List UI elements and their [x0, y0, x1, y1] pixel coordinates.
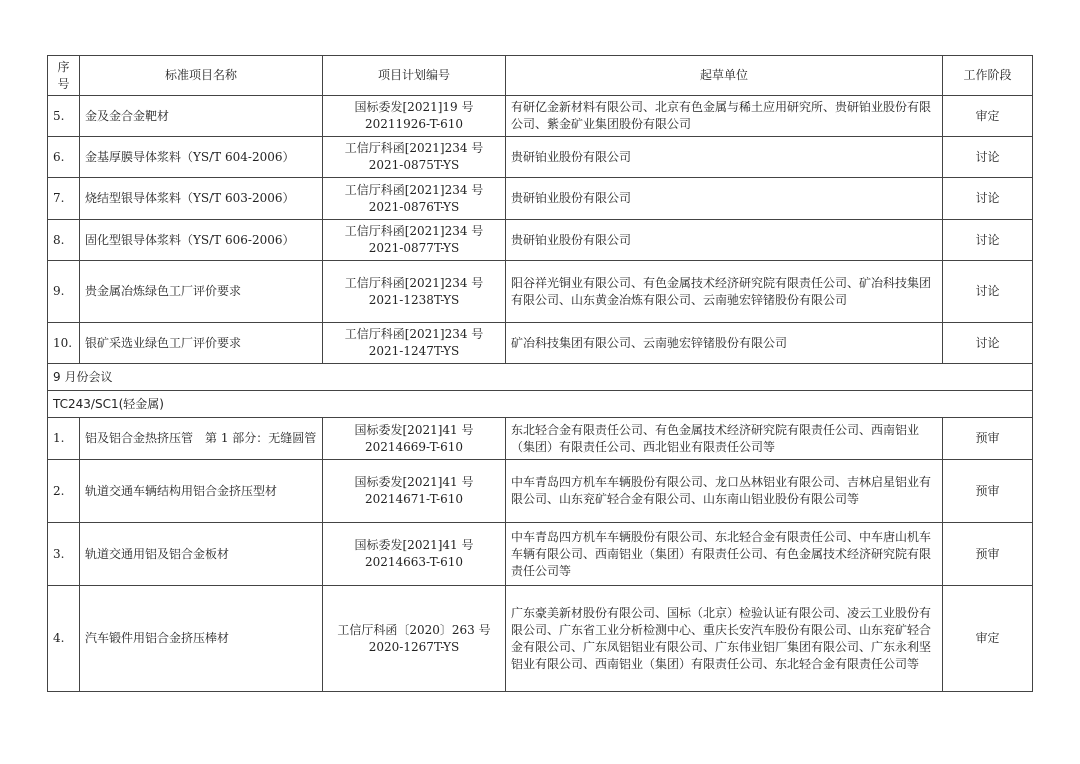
row-plan — [323, 261, 506, 323]
row-plan — [323, 220, 506, 261]
row-stage: 讨论 — [943, 323, 1033, 364]
row-stage: 讨论 — [943, 220, 1033, 261]
row-no: 8. — [48, 220, 80, 261]
row-plan — [323, 523, 506, 586]
table-row — [48, 523, 1033, 586]
plan-line2: 2020-1267T-YS — [368, 639, 460, 654]
row-name: 贵金属冶炼绿色工厂评价要求 — [80, 261, 323, 323]
row-plan — [323, 586, 506, 692]
row-stage: 讨论 — [943, 261, 1033, 323]
header-name: 标准项目名称 — [80, 56, 323, 96]
row-name: 金及金合金靶材 — [80, 96, 323, 137]
row-name: 汽车锻件用铝合金挤压棒材 — [80, 586, 323, 692]
row-plan — [323, 178, 506, 220]
table-row — [48, 178, 1033, 220]
row-drafter: 中车青岛四方机车车辆股份有限公司、龙口丛林铝业有限公司、吉林启星铝业有限公司、山东兖矿轻合金有限公司、山东南山铝业股份有限公司等 — [506, 460, 943, 523]
row-drafter: 阳谷祥光铜业有限公司、有色金属技术经济研究院有限责任公司、矿冶科技集团有限公司、山东黄金冶炼有限公司、云南驰宏锌锗股份有限公司 — [506, 261, 943, 323]
standards-table — [47, 55, 1033, 692]
table-row — [48, 586, 1033, 692]
row-name: 金基厚膜导体浆料（YS/T 604-2006） — [80, 137, 323, 178]
row-drafter: 贵研铂业股份有限公司 — [506, 137, 943, 178]
plan-line1: 国标委发[2021]41 号 — [354, 475, 474, 489]
row-stage: 预审 — [943, 418, 1033, 460]
row-drafter: 中车青岛四方机车车辆股份有限公司、东北轻合金有限责任公司、中车唐山机车车辆有限公司、西南铝业（集团）有限责任公司、有色金属技术经济研究院有限责任公司等 — [506, 523, 943, 586]
table-row — [48, 261, 1033, 323]
table-header-row — [48, 56, 1033, 96]
plan-line1: 工信厅科函[2021]234 号 — [344, 141, 484, 155]
row-no: 7. — [48, 178, 80, 220]
row-plan — [323, 96, 506, 137]
plan-line1: 工信厅科函〔2020〕263 号 — [337, 622, 491, 637]
section-meeting-title: 9 月份会议 — [48, 364, 1033, 391]
header-no: 序 号 — [48, 56, 80, 96]
section-tc-title: TC243/SC1(轻金属) — [48, 391, 1033, 418]
table-row — [48, 323, 1033, 364]
row-stage: 预审 — [943, 460, 1033, 523]
row-no: 6. — [48, 137, 80, 178]
plan-line1: 工信厅科函[2021]234 号 — [344, 275, 484, 290]
row-name: 轨道交通用铝及铝合金板材 — [80, 523, 323, 586]
row-no: 10. — [48, 323, 80, 364]
row-drafter: 有研亿金新材料有限公司、北京有色金属与稀土应用研究所、贵研铂业股份有限公司、紫金矿业集团股份有限公司 — [506, 96, 943, 137]
plan-line1: 国标委发[2021]41 号 — [354, 422, 474, 437]
row-plan — [323, 460, 506, 523]
plan-line1: 国标委发[2021]41 号 — [354, 538, 474, 552]
row-plan — [323, 323, 506, 364]
row-name: 轨道交通车辆结构用铝合金挤压型材 — [80, 460, 323, 523]
row-name: 铝及铝合金热挤压管 第 1 部分：无缝圆管 — [80, 418, 323, 460]
plan-line2: 20214669-T-610 — [364, 439, 464, 454]
plan-line2: 20214671-T-610 — [364, 492, 464, 506]
plan-line2: 20211926-T-610 — [364, 117, 464, 131]
header-plan: 项目计划编号 — [323, 56, 506, 96]
plan-line2: 2021-0876T-YS — [368, 199, 460, 214]
plan-line1: 工信厅科函[2021]234 号 — [344, 182, 484, 197]
row-name: 烧结型银导体浆料（YS/T 603-2006） — [80, 178, 323, 220]
row-no: 3. — [48, 523, 80, 586]
plan-line1: 国标委发[2021]19 号 — [354, 100, 474, 114]
row-plan — [323, 418, 506, 460]
row-drafter: 贵研铂业股份有限公司 — [506, 220, 943, 261]
row-stage: 预审 — [943, 523, 1033, 586]
row-stage: 讨论 — [943, 137, 1033, 178]
table-row — [48, 418, 1033, 460]
row-name: 固化型银导体浆料（YS/T 606-2006） — [80, 220, 323, 261]
table-row — [48, 460, 1033, 523]
section-row-meeting — [48, 364, 1033, 391]
plan-line2: 2021-0877T-YS — [368, 241, 460, 255]
row-drafter: 广东豪美新材股份有限公司、国标（北京）检验认证有限公司、凌云工业股份有限公司、广东省工业分析检测中心、重庆长安汽车股份有限公司、山东兖矿轻合金有限公司、广东凤铝铝业有限公司、广东伟业铝厂集团有限公司、广东永利坚铝业有限公司、西南铝业（集团）有限责任公司、东北轻合金有限责任公司等 — [506, 586, 943, 692]
row-stage: 审定 — [943, 586, 1033, 692]
plan-line1: 工信厅科函[2021]234 号 — [344, 327, 484, 341]
row-drafter: 东北轻合金有限责任公司、有色金属技术经济研究院有限责任公司、西南铝业（集团）有限责任公司、西北铝业有限责任公司等 — [506, 418, 943, 460]
plan-line2: 2021-1247T-YS — [368, 344, 460, 358]
row-drafter: 矿冶科技集团有限公司、云南驰宏锌锗股份有限公司 — [506, 323, 943, 364]
row-plan — [323, 137, 506, 178]
plan-line1: 工信厅科函[2021]234 号 — [344, 224, 484, 238]
row-no: 2. — [48, 460, 80, 523]
row-no: 9. — [48, 261, 80, 323]
row-no: 1. — [48, 418, 80, 460]
row-no: 5. — [48, 96, 80, 137]
row-stage: 讨论 — [943, 178, 1033, 220]
section-row-tc — [48, 391, 1033, 418]
row-no: 4. — [48, 586, 80, 692]
table-row — [48, 220, 1033, 261]
row-stage: 审定 — [943, 96, 1033, 137]
table-row — [48, 137, 1033, 178]
row-name: 银矿采选业绿色工厂评价要求 — [80, 323, 323, 364]
row-drafter: 贵研铂业股份有限公司 — [506, 178, 943, 220]
plan-line2: 20214663-T-610 — [364, 555, 464, 569]
header-stage: 工作阶段 — [943, 56, 1033, 96]
header-drafter: 起草单位 — [506, 56, 943, 96]
table-row — [48, 96, 1033, 137]
plan-line2: 2021-1238T-YS — [368, 292, 460, 307]
plan-line2: 2021-0875T-YS — [368, 158, 460, 172]
